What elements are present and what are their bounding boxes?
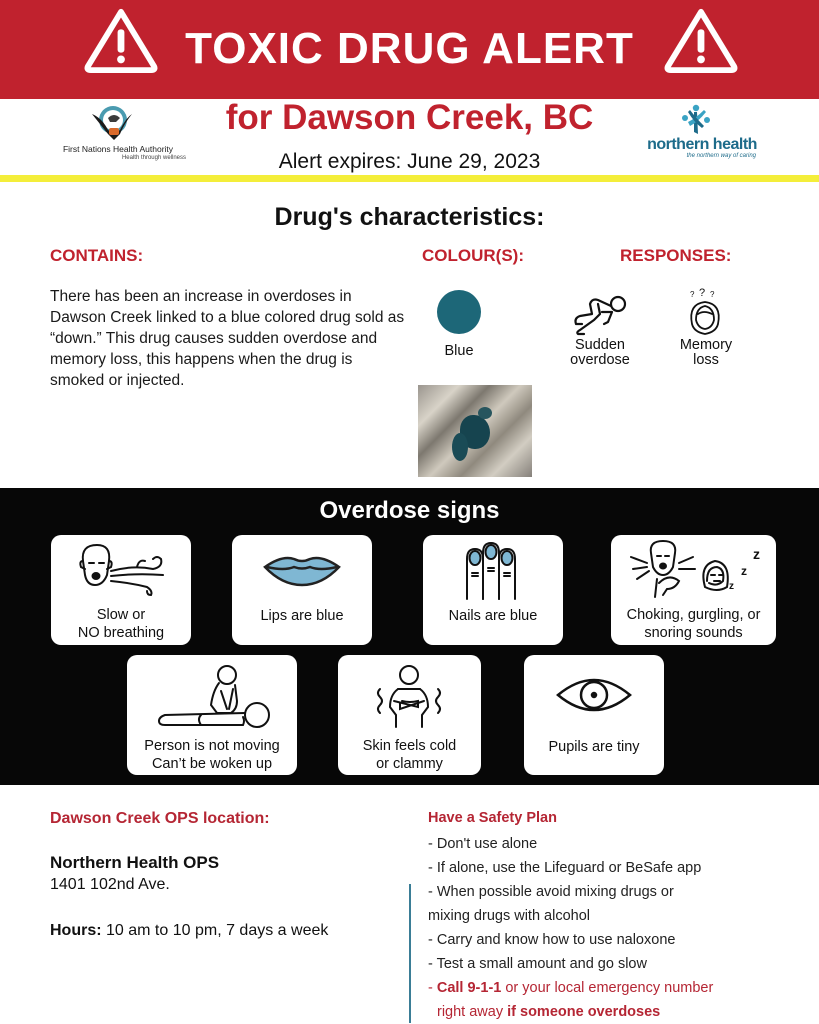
sign-label-line2: Can’t be woken up	[151, 756, 273, 772]
safety-plan-item: - When possible avoid mixing drugs or	[428, 884, 674, 900]
contains-label: CONTAINS:	[50, 246, 144, 265]
safety-plan-title: Have a Safety Plan	[428, 810, 557, 826]
confused-person-icon	[682, 288, 728, 340]
breathing-face-icon	[73, 541, 169, 597]
safety-plan-item: - If alone, use the Lifeguard or BeSafe app	[428, 860, 702, 876]
eye-icon	[556, 673, 632, 717]
sign-label-line1: Person is not moving	[144, 738, 280, 754]
fnha-logo-name: First Nations Health Authority	[62, 144, 174, 154]
response-label-line1: Memory	[679, 337, 733, 353]
northern-health-logo-icon	[678, 104, 714, 136]
ops-address: 1401 102nd Ave.	[50, 876, 170, 893]
svg-text:z: z	[729, 581, 734, 592]
colour-label: Blue	[444, 343, 474, 359]
sign-label-line1: Pupils are tiny	[548, 739, 640, 755]
safety-plan-list	[428, 832, 818, 1024]
sign-label-line1: Skin feels cold	[362, 738, 457, 754]
emergency-prefix: -	[428, 980, 437, 996]
ops-hours	[50, 922, 328, 940]
safety-plan-item: - Test a small amount and go slow	[428, 956, 647, 972]
sign-label	[423, 607, 563, 625]
sign-label-line1: Lips are blue	[260, 608, 344, 624]
safety-plan-item: - Carry and know how to use naloxone	[428, 932, 676, 948]
drug-sample-photo	[418, 385, 532, 477]
safety-plan-emergency	[428, 976, 818, 1000]
overdose-signs-title: Overdose signs	[319, 497, 500, 524]
svg-text:?: ?	[690, 290, 695, 299]
sign-label	[232, 607, 372, 625]
safety-plan-item: - Don't use alone	[428, 836, 538, 852]
fnha-logo-tagline: Health through wellness	[121, 155, 186, 161]
yellow-divider	[0, 175, 819, 182]
contains-description: There has been an increase in overdoses in Dawson Creek linked to a blue colored drug sold as “down.” This drug causes sudden overdose and memory loss, this happens when the drug is smoked or injected.	[50, 288, 405, 389]
cpr-icon	[157, 665, 273, 729]
sign-label-line2: NO breathing	[77, 625, 165, 641]
vertical-divider	[409, 884, 411, 1023]
sign-label	[127, 737, 297, 773]
sign-card-lips	[232, 535, 372, 645]
shivering-person-icon	[374, 665, 444, 729]
sign-label	[524, 738, 664, 756]
response-memory-loss	[668, 338, 744, 368]
sign-label-line2: snoring sounds	[644, 625, 743, 641]
responses-label: RESPONSES:	[620, 246, 732, 265]
response-sudden-overdose	[558, 338, 642, 368]
emergency-call-911: Call 9-1-1	[436, 980, 502, 996]
svg-text:z: z	[753, 546, 760, 562]
sign-label-line1: Slow or	[96, 607, 146, 623]
response-label-line2: loss	[693, 352, 719, 368]
svg-text:z: z	[741, 564, 747, 578]
response-label-line2: overdose	[570, 352, 630, 368]
sign-label	[338, 737, 481, 773]
alert-location: for Dawson Creek, BC	[225, 98, 594, 137]
ops-hours-value: 10 am to 10 pm, 7 days a week	[106, 922, 329, 939]
safety-plan-emergency-line2	[428, 1000, 818, 1024]
characteristics-title: Drug's characteristics:	[274, 203, 545, 231]
ops-location-title: Dawson Creek OPS location:	[50, 810, 270, 827]
collapsed-person-icon	[568, 290, 630, 336]
sign-label	[611, 606, 776, 642]
svg-text:?: ?	[710, 290, 715, 299]
choking-snoring-icon	[629, 539, 767, 601]
alert-title: TOXIC DRUG ALERT	[185, 24, 634, 73]
ops-name: Northern Health OPS	[50, 853, 220, 872]
northern-health-logo-name: northern health	[647, 136, 757, 153]
sign-card-breathing	[51, 535, 191, 645]
sign-card-not-moving	[127, 655, 297, 775]
sign-label-line1: Nails are blue	[448, 608, 538, 624]
sign-card-cold-skin	[338, 655, 481, 775]
safety-plan-item: mixing drugs with alcohol	[428, 908, 590, 924]
sign-label-line2: or clammy	[376, 756, 443, 772]
blue-nails-icon	[463, 541, 523, 601]
emergency-middle: or your local emergency number	[501, 980, 714, 996]
sign-label	[51, 606, 191, 642]
warning-triangle-icon	[662, 6, 740, 74]
ops-hours-label: Hours:	[50, 922, 102, 939]
blue-lips-icon	[262, 553, 342, 587]
sign-label-line1: Choking, gurgling, or	[626, 607, 761, 623]
sign-card-nails	[423, 535, 563, 645]
svg-text:?: ?	[699, 288, 706, 299]
emergency-if-overdoses: if someone overdoses	[507, 1004, 661, 1020]
sign-card-choking	[611, 535, 776, 645]
sign-card-pupils	[524, 655, 664, 775]
response-label-line1: Sudden	[575, 337, 625, 353]
colours-label: COLOUR(S):	[422, 246, 524, 265]
northern-health-logo-tagline: the northern way of caring	[686, 153, 756, 159]
colour-swatch-blue	[437, 290, 481, 334]
emergency-line2-start: right away	[437, 1004, 508, 1020]
alert-expiry: Alert expires: June 29, 2023	[278, 150, 541, 173]
